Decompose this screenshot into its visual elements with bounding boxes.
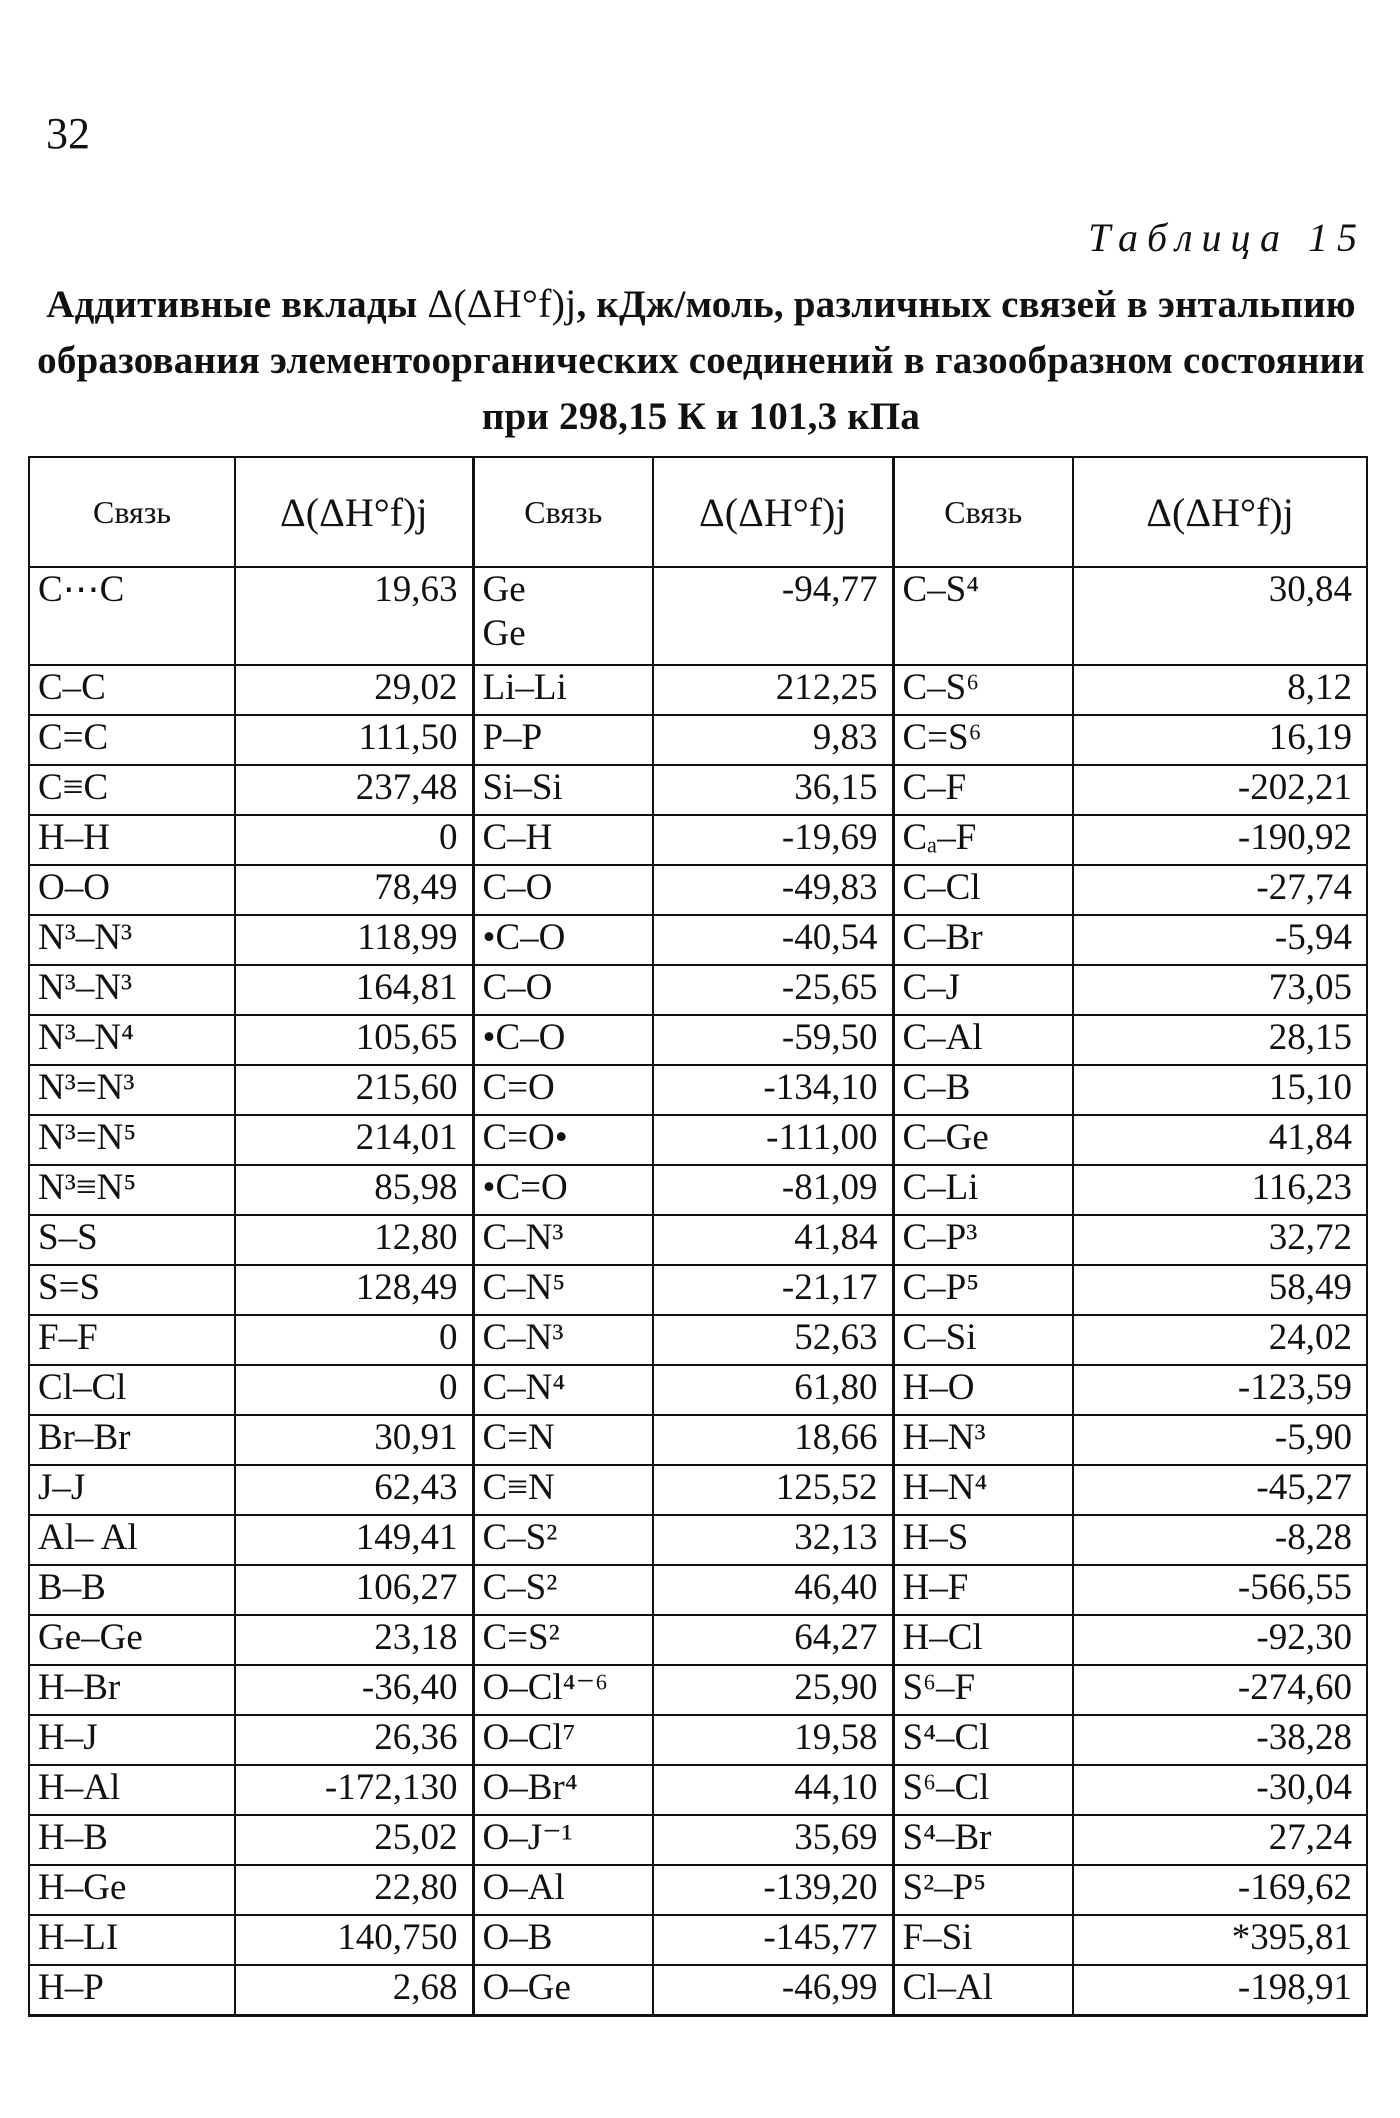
caption-formula: Δ(ΔH°f)j <box>427 281 577 326</box>
value-cell: -45,27 <box>1073 1465 1367 1515</box>
bond-cell: C–N⁴ <box>473 1365 653 1415</box>
header-bond: Связь <box>29 457 235 567</box>
bond-cell: H–LI <box>29 1915 235 1965</box>
value-cell: 46,40 <box>653 1565 893 1615</box>
value-cell: -25,65 <box>653 965 893 1015</box>
bond-cell: H–Al <box>29 1765 235 1815</box>
bond-cell: H–Br <box>29 1665 235 1715</box>
value-cell: -59,50 <box>653 1015 893 1065</box>
value-cell: *395,81 <box>1073 1915 1367 1965</box>
bond-cell: H–Cl <box>893 1615 1073 1665</box>
value-cell: -169,62 <box>1073 1865 1367 1915</box>
bond-cell: S⁶–F <box>893 1665 1073 1715</box>
bond-cell: H–S <box>893 1515 1073 1565</box>
value-cell: 164,81 <box>235 965 473 1015</box>
table-row <box>29 1515 1367 1565</box>
value-cell: 19,58 <box>653 1715 893 1765</box>
bond-cell: H–P <box>29 1965 235 2016</box>
bond-cell: S–S <box>29 1215 235 1265</box>
bond-cell: H–Ge <box>29 1865 235 1915</box>
bond-cell: Cₐ–F <box>893 815 1073 865</box>
bond-cell: C–O <box>473 965 653 1015</box>
value-cell: -274,60 <box>1073 1665 1367 1715</box>
bond-cell: Br–Br <box>29 1415 235 1465</box>
bond-cell: Cl–Al <box>893 1965 1073 2016</box>
value-cell: 140,750 <box>235 1915 473 1965</box>
bond-cell: C–J <box>893 965 1073 1015</box>
value-cell: 125,52 <box>653 1465 893 1515</box>
table-row <box>29 1765 1367 1815</box>
bond-cell: Si–Si <box>473 765 653 815</box>
bond-cell: B–B <box>29 1565 235 1615</box>
table-row <box>29 1665 1367 1715</box>
bond-cell: Al– Al <box>29 1515 235 1565</box>
bond-cell: C=S² <box>473 1615 653 1665</box>
value-cell: 23,18 <box>235 1615 473 1665</box>
bond-cell: •C–O <box>473 915 653 965</box>
bond-cell: S⁴–Br <box>893 1815 1073 1865</box>
value-cell: -145,77 <box>653 1915 893 1965</box>
bond-cell: •C–O <box>473 1015 653 1065</box>
table-row <box>29 1115 1367 1165</box>
bond-cell: Ge Ge <box>473 567 653 665</box>
bond-cell: S⁶–Cl <box>893 1765 1073 1815</box>
value-cell: 22,80 <box>235 1865 473 1915</box>
header-delta: Δ(ΔH°f)j <box>1073 457 1367 567</box>
bond-cell: •C=O <box>473 1165 653 1215</box>
table-label: Таблица 15 <box>1088 215 1366 260</box>
value-cell: 18,66 <box>653 1415 893 1465</box>
table-row <box>29 1465 1367 1515</box>
value-cell: 212,25 <box>653 665 893 715</box>
bond-cell: N³–N⁴ <box>29 1015 235 1065</box>
bond-cell: C–P⁵ <box>893 1265 1073 1315</box>
bond-cell: S=S <box>29 1265 235 1315</box>
table-row <box>29 815 1367 865</box>
bond-cell: C–S² <box>473 1515 653 1565</box>
value-cell: -36,40 <box>235 1665 473 1715</box>
bond-cell: F–Si <box>893 1915 1073 1965</box>
bond-cell: C–N³ <box>473 1315 653 1365</box>
value-cell: 78,49 <box>235 865 473 915</box>
value-cell: 118,99 <box>235 915 473 965</box>
table-row <box>29 1915 1367 1965</box>
bond-cell: C–Li <box>893 1165 1073 1215</box>
value-cell: -8,28 <box>1073 1515 1367 1565</box>
bond-cell: C–B <box>893 1065 1073 1115</box>
value-cell: -49,83 <box>653 865 893 915</box>
value-cell: 116,23 <box>1073 1165 1367 1215</box>
value-cell: 27,24 <box>1073 1815 1367 1865</box>
value-cell: 237,48 <box>235 765 473 815</box>
bond-cell: S²–P⁵ <box>893 1865 1073 1915</box>
bond-cell: N³–N³ <box>29 965 235 1015</box>
bond-cell: C–Ge <box>893 1115 1073 1165</box>
bond-cell: C=N <box>473 1415 653 1465</box>
bond-cell: Li–Li <box>473 665 653 715</box>
bond-cell: F–F <box>29 1315 235 1365</box>
bond-cell: C=O <box>473 1065 653 1115</box>
value-cell: -172,130 <box>235 1765 473 1815</box>
value-cell: 0 <box>235 1315 473 1365</box>
bond-cell: O–Ge <box>473 1965 653 2016</box>
value-cell: 149,41 <box>235 1515 473 1565</box>
value-cell: -139,20 <box>653 1865 893 1915</box>
value-cell: 64,27 <box>653 1615 893 1665</box>
bond-cell: O–O <box>29 865 235 915</box>
value-cell: 214,01 <box>235 1115 473 1165</box>
table-row <box>29 1415 1367 1465</box>
table-row <box>29 715 1367 765</box>
table-caption <box>36 276 1366 445</box>
caption-text-before: Аддитивные вклады <box>46 283 418 326</box>
value-cell: 44,10 <box>653 1765 893 1815</box>
bond-cell: C–O <box>473 865 653 915</box>
table-row <box>29 1215 1367 1265</box>
bond-cell: O–Al <box>473 1865 653 1915</box>
value-cell: 105,65 <box>235 1015 473 1065</box>
value-cell: 35,69 <box>653 1815 893 1865</box>
value-cell: -5,94 <box>1073 915 1367 965</box>
value-cell: -30,04 <box>1073 1765 1367 1815</box>
bond-cell: C⋯C <box>29 567 235 665</box>
value-cell: -111,00 <box>653 1115 893 1165</box>
bond-cell: C–C <box>29 665 235 715</box>
bond-cell: H–N³ <box>893 1415 1073 1465</box>
bond-cell: C–S⁶ <box>893 665 1073 715</box>
value-cell: 36,15 <box>653 765 893 815</box>
caption-text-after: , кДж/моль, различных связей в энтальпию образования элементоорганических соединений в газообразном состоянии при 298,15 К и 101,3 кПа <box>37 283 1365 438</box>
value-cell: 0 <box>235 815 473 865</box>
value-cell: 41,84 <box>1073 1115 1367 1165</box>
header-delta: Δ(ΔH°f)j <box>235 457 473 567</box>
bond-contributions-table <box>28 456 1368 2017</box>
page-number: 32 <box>46 109 90 158</box>
table-row <box>29 915 1367 965</box>
value-cell: 29,02 <box>235 665 473 715</box>
value-cell: -134,10 <box>653 1065 893 1115</box>
value-cell: -38,28 <box>1073 1715 1367 1765</box>
bond-cell: C–Al <box>893 1015 1073 1065</box>
value-cell: -566,55 <box>1073 1565 1367 1615</box>
bond-cell: C≡C <box>29 765 235 815</box>
value-cell: -198,91 <box>1073 1965 1367 2016</box>
table-row <box>29 1365 1367 1415</box>
value-cell: 12,80 <box>235 1215 473 1265</box>
table-row <box>29 965 1367 1015</box>
bond-cell: C=C <box>29 715 235 765</box>
value-cell: 16,19 <box>1073 715 1367 765</box>
bond-cell: C–N³ <box>473 1215 653 1265</box>
value-cell: 62,43 <box>235 1465 473 1515</box>
bond-cell: C–P³ <box>893 1215 1073 1265</box>
value-cell: 128,49 <box>235 1265 473 1315</box>
table-header-row <box>29 457 1367 567</box>
value-cell: 73,05 <box>1073 965 1367 1015</box>
bond-cell: C–Cl <box>893 865 1073 915</box>
header-bond: Связь <box>473 457 653 567</box>
bond-cell: H–B <box>29 1815 235 1865</box>
bond-cell: Cl–Cl <box>29 1365 235 1415</box>
bond-cell: H–N⁴ <box>893 1465 1073 1515</box>
value-cell: 41,84 <box>653 1215 893 1265</box>
table-row <box>29 1865 1367 1915</box>
bond-cell: N³=N³ <box>29 1065 235 1115</box>
value-cell: 52,63 <box>653 1315 893 1365</box>
value-cell: 25,90 <box>653 1665 893 1715</box>
table-row <box>29 1015 1367 1065</box>
value-cell: 111,50 <box>235 715 473 765</box>
header-bond: Связь <box>893 457 1073 567</box>
value-cell: -19,69 <box>653 815 893 865</box>
bond-cell: O–Br⁴ <box>473 1765 653 1815</box>
bond-cell: C–S² <box>473 1565 653 1615</box>
bond-cell: H–H <box>29 815 235 865</box>
value-cell: 106,27 <box>235 1565 473 1615</box>
table-row <box>29 1165 1367 1215</box>
table-row <box>29 1265 1367 1315</box>
bond-cell: C–H <box>473 815 653 865</box>
value-cell: -40,54 <box>653 915 893 965</box>
table-row <box>29 1815 1367 1865</box>
value-cell: 30,91 <box>235 1415 473 1465</box>
value-cell: -81,09 <box>653 1165 893 1215</box>
value-cell: -94,77 <box>653 567 893 665</box>
bond-cell: C–N⁵ <box>473 1265 653 1315</box>
bond-cell: O–Cl⁷ <box>473 1715 653 1765</box>
bond-cell: C≡N <box>473 1465 653 1515</box>
bond-cell: O–B <box>473 1915 653 1965</box>
value-cell: -123,59 <box>1073 1365 1367 1415</box>
value-cell: 215,60 <box>235 1065 473 1115</box>
header-delta: Δ(ΔH°f)j <box>653 457 893 567</box>
table-row <box>29 1715 1367 1765</box>
bond-cell: N³≡N⁵ <box>29 1165 235 1215</box>
bond-cell: H–J <box>29 1715 235 1765</box>
table-row <box>29 865 1367 915</box>
bond-cell: C–Br <box>893 915 1073 965</box>
value-cell: 25,02 <box>235 1815 473 1865</box>
table-row <box>29 665 1367 715</box>
table-row <box>29 1615 1367 1665</box>
table-row <box>29 1065 1367 1115</box>
bond-cell: C–S⁴ <box>893 567 1073 665</box>
table-row <box>29 765 1367 815</box>
value-cell: 28,15 <box>1073 1015 1367 1065</box>
value-cell: 15,10 <box>1073 1065 1367 1115</box>
table-body <box>29 567 1367 2016</box>
value-cell: -190,92 <box>1073 815 1367 865</box>
value-cell: 32,13 <box>653 1515 893 1565</box>
value-cell: 85,98 <box>235 1165 473 1215</box>
bond-cell: C=O• <box>473 1115 653 1165</box>
bond-cell: N³=N⁵ <box>29 1115 235 1165</box>
table-row <box>29 1315 1367 1365</box>
bond-cell: O–J⁻¹ <box>473 1815 653 1865</box>
value-cell: 9,83 <box>653 715 893 765</box>
value-cell: -5,90 <box>1073 1415 1367 1465</box>
value-cell: -202,21 <box>1073 765 1367 815</box>
value-cell: 2,68 <box>235 1965 473 2016</box>
value-cell: 0 <box>235 1365 473 1415</box>
value-cell: -21,17 <box>653 1265 893 1315</box>
table-row <box>29 1965 1367 2016</box>
value-cell: 58,49 <box>1073 1265 1367 1315</box>
value-cell: -46,99 <box>653 1965 893 2016</box>
table-row <box>29 567 1367 665</box>
table-row <box>29 1565 1367 1615</box>
bond-cell: J–J <box>29 1465 235 1515</box>
value-cell: 61,80 <box>653 1365 893 1415</box>
bond-cell: P–P <box>473 715 653 765</box>
bond-cell: C–F <box>893 765 1073 815</box>
value-cell: 8,12 <box>1073 665 1367 715</box>
value-cell: -27,74 <box>1073 865 1367 915</box>
bond-cell: C=S⁶ <box>893 715 1073 765</box>
bond-cell: N³–N³ <box>29 915 235 965</box>
value-cell: 30,84 <box>1073 567 1367 665</box>
bond-cell: Ge–Ge <box>29 1615 235 1665</box>
bond-cell: S⁴–Cl <box>893 1715 1073 1765</box>
bond-cell: H–F <box>893 1565 1073 1615</box>
value-cell: 24,02 <box>1073 1315 1367 1365</box>
bond-cell: O–Cl⁴⁻⁶ <box>473 1665 653 1715</box>
value-cell: -92,30 <box>1073 1615 1367 1665</box>
value-cell: 26,36 <box>235 1715 473 1765</box>
value-cell: 19,63 <box>235 567 473 665</box>
bond-cell: C–Si <box>893 1315 1073 1365</box>
value-cell: 32,72 <box>1073 1215 1367 1265</box>
bond-cell: H–O <box>893 1365 1073 1415</box>
